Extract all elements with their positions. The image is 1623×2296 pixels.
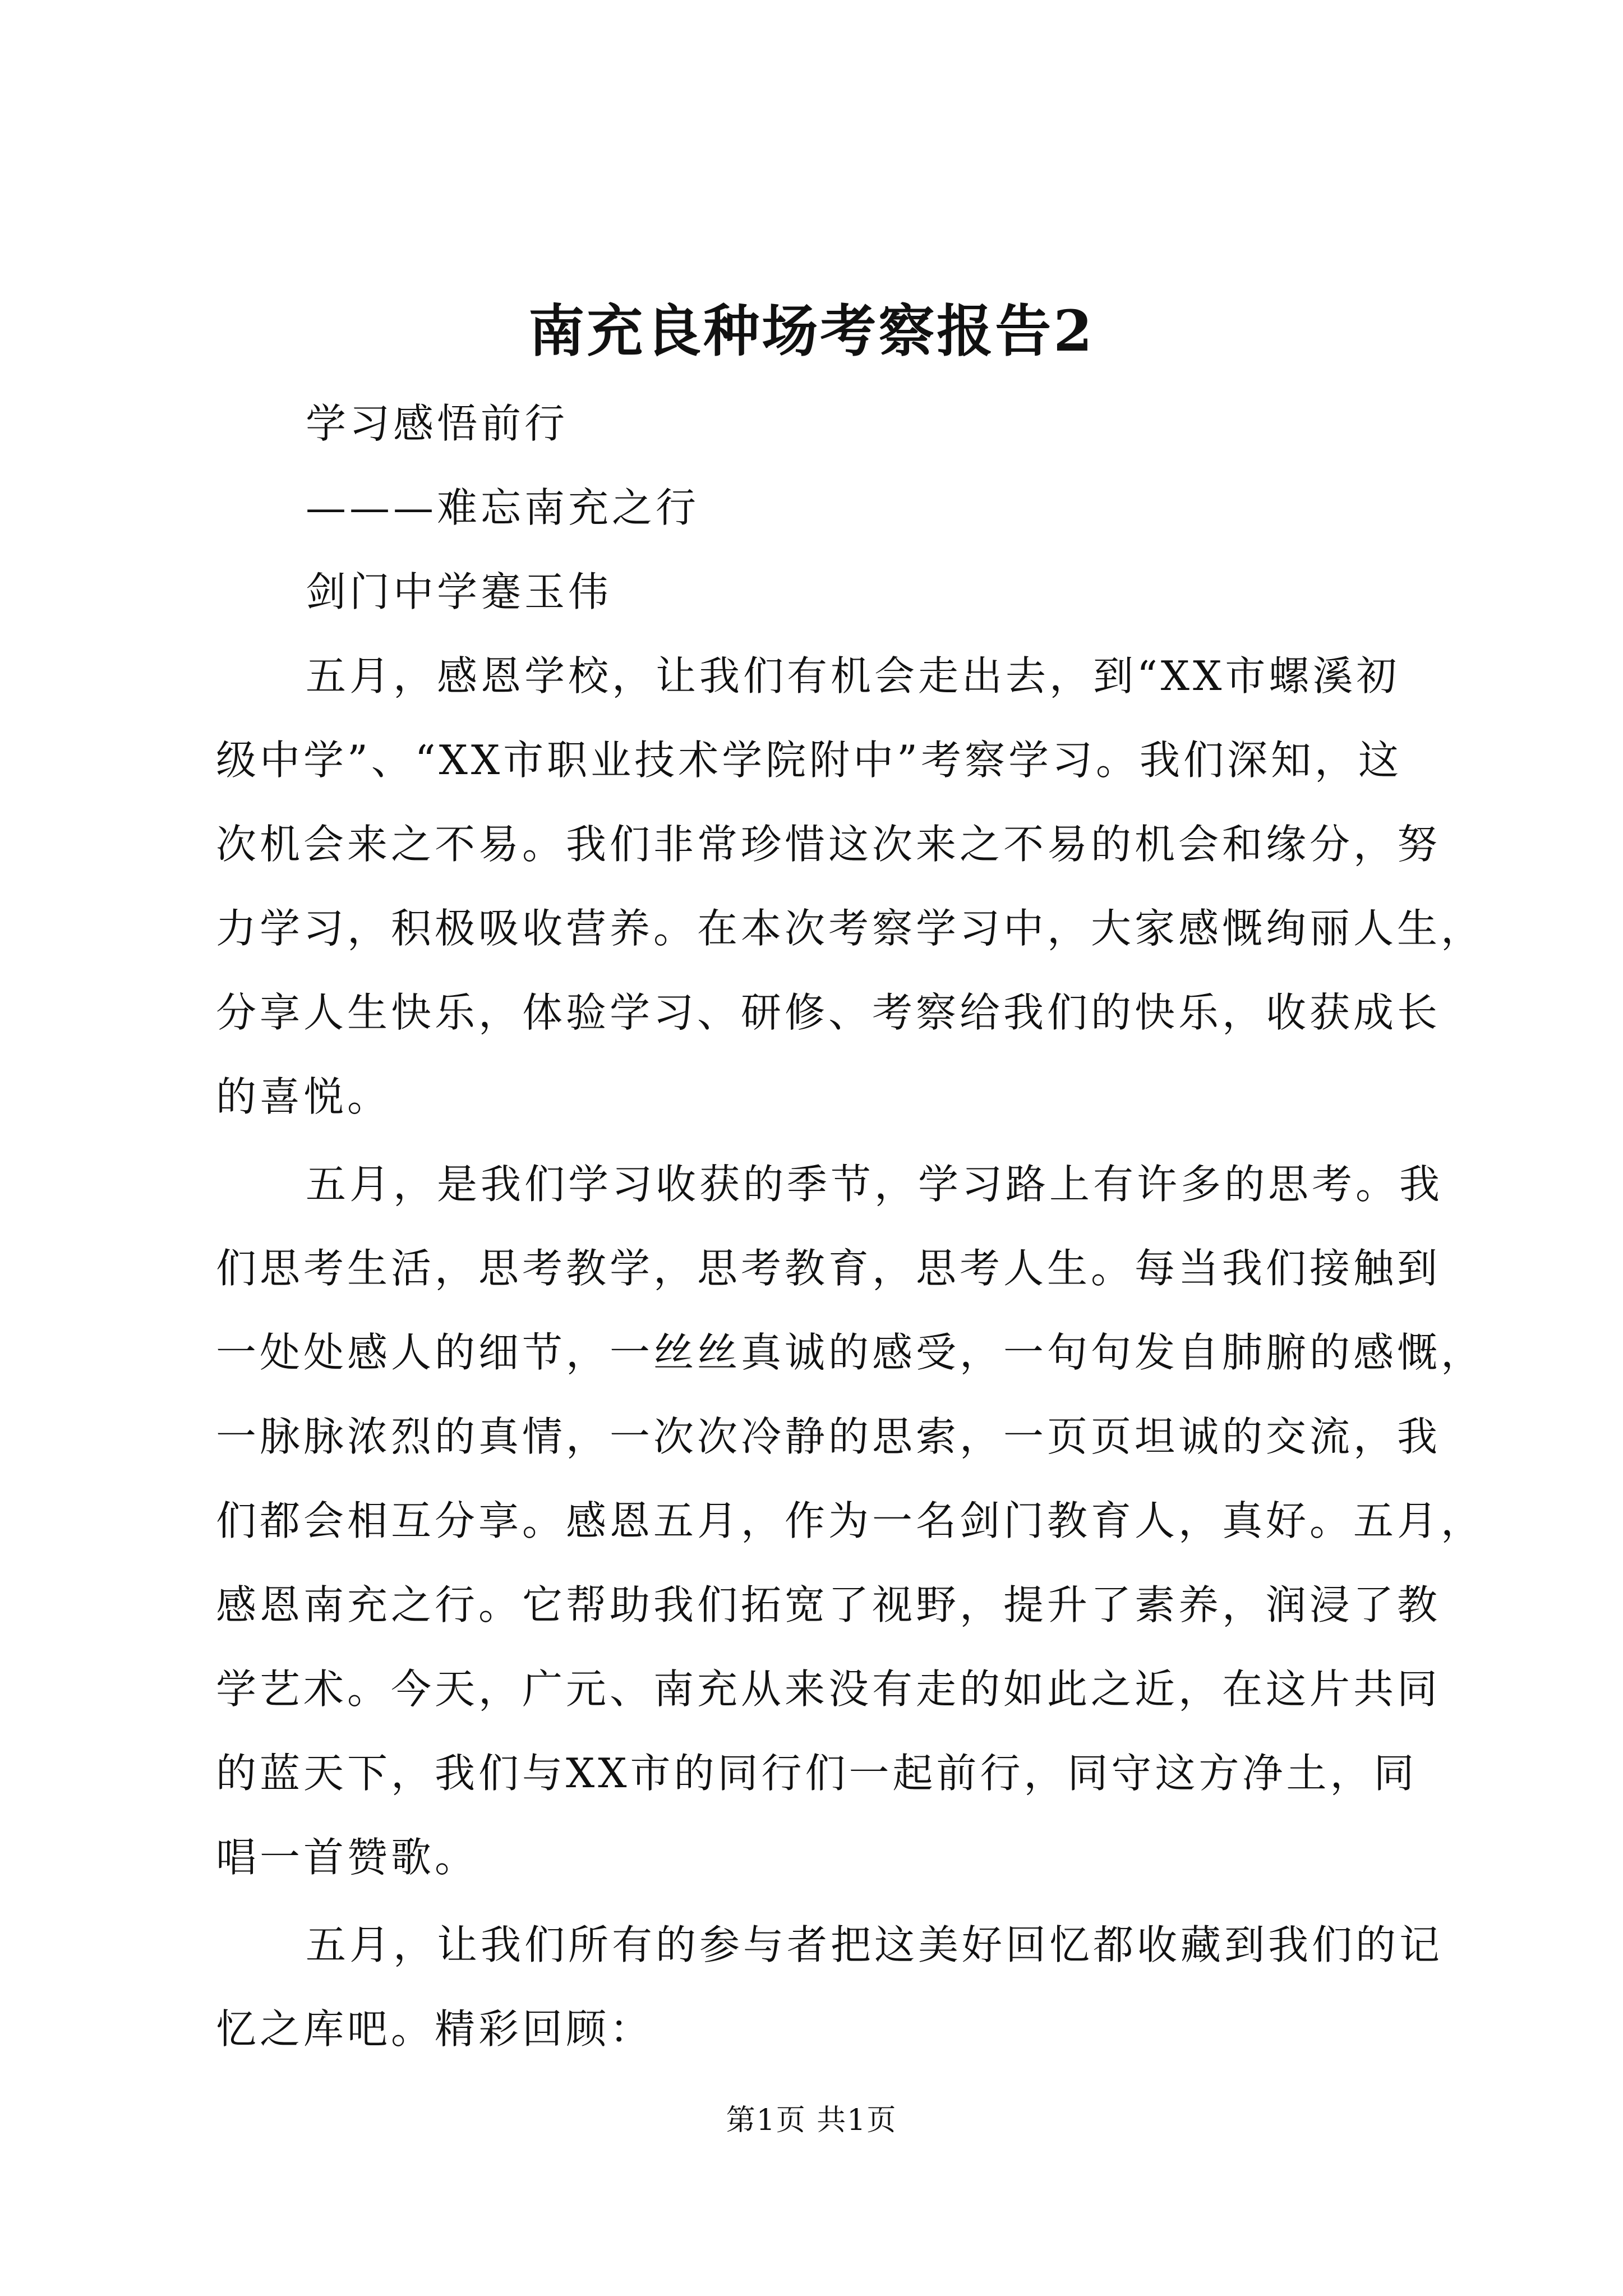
paragraph — [216, 634, 1485, 1139]
document-title: 南充良种场考察报告2 — [528, 298, 1095, 364]
paragraph-line: 一脉脉浓烈的真情，一次次冷静的思索，一页页坦诚的交流，我 — [216, 1413, 1441, 1460]
paragraph-line: 五月，是我们学习收获的季节，学习路上有许多的思考。我 — [306, 1161, 1444, 1208]
paragraph-line: 力学习，积极吸收营养。在本次考察学习中，大家感慨绚丽人生， — [216, 905, 1485, 952]
subtitle-line: ———难忘南充之行 — [306, 484, 700, 531]
author-line: 剑门中学蹇玉伟 — [306, 568, 612, 615]
paragraph-line: 们都会相互分享。感恩五月，作为一名剑门教育人，真好。五月， — [216, 1497, 1485, 1544]
paragraph-line: 学艺术。今天，广元、南充从来没有走的如此之近，在这片共同 — [216, 1665, 1441, 1713]
document-body — [216, 381, 1485, 2074]
paragraph-line: 级中学”、“XX市职业技术学院附中”考察学习。我们深知，这 — [216, 737, 1402, 784]
paragraph-line: 的蓝天下，我们与XX市的同行们一起前行，同守这方净土，同 — [216, 1750, 1418, 1797]
paragraph-line: 次机会来之不易。我们非常珍惜这次来之不易的机会和缘分，努 — [216, 821, 1441, 868]
paragraph — [216, 1903, 1444, 2071]
paragraph-line: 唱一首赞歌。 — [216, 1834, 479, 1881]
subtitle-line: 学习感悟前行 — [306, 400, 569, 447]
paragraph-line: 感恩南充之行。它帮助我们拓宽了视野，提升了素养，润浸了教 — [216, 1581, 1441, 1628]
paragraph-line: 们思考生活，思考教学，思考教育，思考人生。每当我们接触到 — [216, 1245, 1441, 1292]
paragraph-line: 一处处感人的细节，一丝丝真诚的感受，一句句发自肺腑的感慨， — [216, 1329, 1485, 1376]
paragraph-line: 五月，让我们所有的参与者把这美好回忆都收藏到我们的记 — [306, 1921, 1444, 1968]
paragraph — [216, 1142, 1485, 1899]
paragraph-line: 分享人生快乐，体验学习、研修、考察给我们的快乐，收获成长 — [216, 989, 1441, 1036]
page-footer: 第1页 共1页 — [726, 2104, 897, 2137]
paragraph-line: 的喜悦。 — [216, 1073, 391, 1120]
paragraph-line: 忆之库吧。精彩回顾： — [216, 2005, 654, 2053]
paragraph-line: 五月，感恩学校，让我们有机会走出去，到“XX市螺溪初 — [306, 652, 1400, 700]
